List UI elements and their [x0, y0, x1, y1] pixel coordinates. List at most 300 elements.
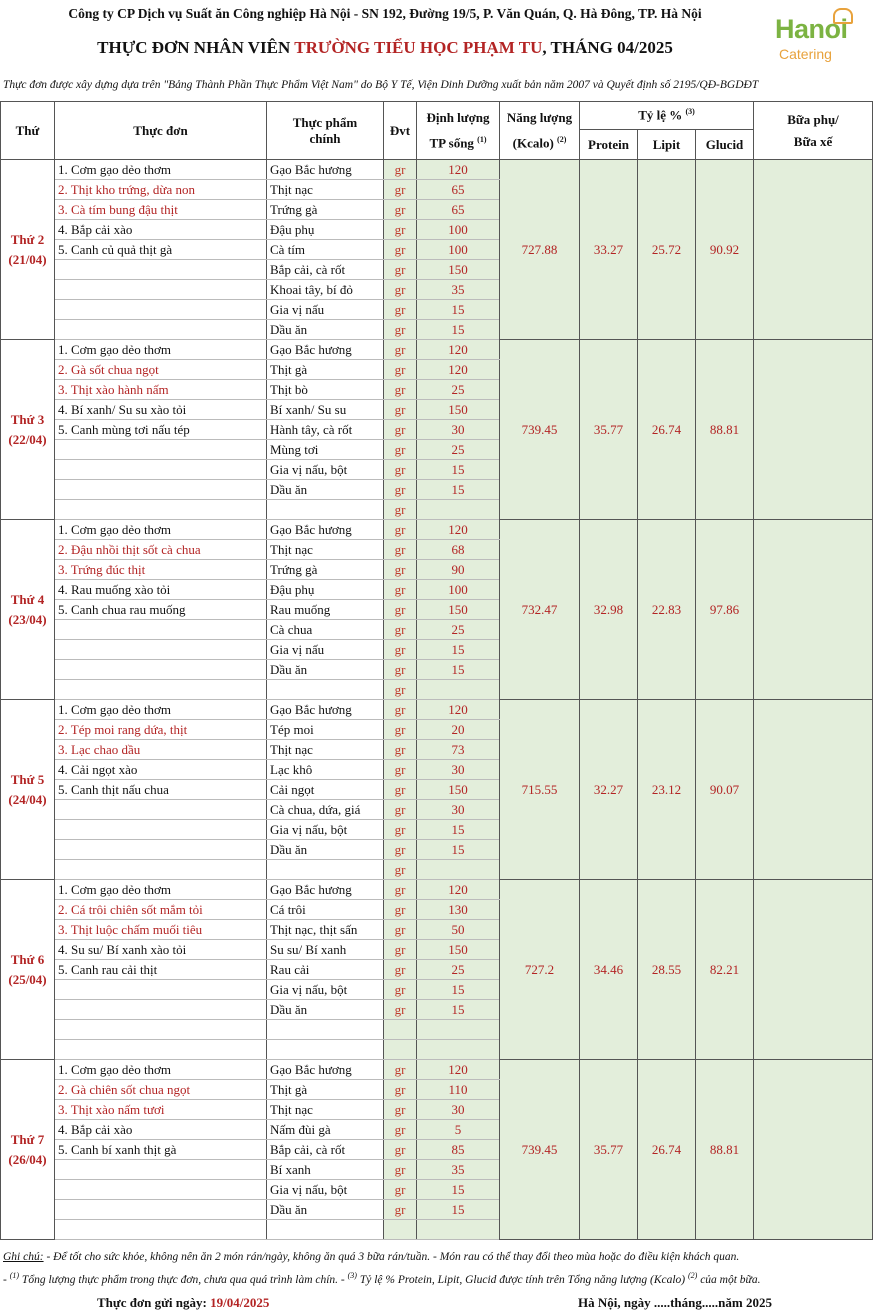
unit-cell: gr	[384, 560, 417, 580]
qty-cell: 25	[417, 960, 500, 980]
dish-cell: 3. Thịt luộc chấm muối tiêu	[55, 920, 267, 940]
unit-cell: gr	[384, 860, 417, 880]
unit-cell: gr	[384, 180, 417, 200]
food-cell: Lạc khô	[267, 760, 384, 780]
day-date: (26/04)	[8, 1151, 47, 1167]
qty-cell: 35	[417, 280, 500, 300]
dish-cell: 4. Rau muống xào tỏi	[55, 580, 267, 600]
food-cell: Dầu ăn	[267, 1200, 384, 1220]
qty-cell: 15	[417, 660, 500, 680]
food-cell: Dầu ăn	[267, 660, 384, 680]
dish-cell: 1. Cơm gạo dẻo thơm	[55, 880, 267, 900]
dish-cell: 4. Bắp cải xào	[55, 220, 267, 240]
note-text: - Để tốt cho sức khỏe, không nên ăn 2 món rán/ngày, không ăn quá 3 bữa rán/tuần. - Món rau có thể thay đổi theo mùa hoặc do điều kiện khách quan.	[43, 1251, 740, 1263]
day-date: (25/04)	[8, 971, 47, 987]
food-cell: Su su/ Bí xanh	[267, 940, 384, 960]
col-ratio	[580, 102, 754, 130]
col-lipit: Lipit	[638, 130, 696, 160]
dish-cell: 2. Gà sốt chua ngọt	[55, 360, 267, 380]
food-cell: Rau cải	[267, 960, 384, 980]
food-cell: Cá trôi	[267, 900, 384, 920]
unit-cell: gr	[384, 340, 417, 360]
food-cell: Thịt nạc	[267, 740, 384, 760]
footnote-general	[3, 1251, 739, 1263]
unit-cell: gr	[384, 820, 417, 840]
food-cell: Thịt nạc	[267, 180, 384, 200]
day-date: (23/04)	[8, 611, 47, 627]
qty-cell: 15	[417, 460, 500, 480]
dish-cell: 2. Thịt kho trứng, dừa non	[55, 180, 267, 200]
food-cell: Thịt nạc, thịt sấn	[267, 920, 384, 940]
table-row	[1, 880, 873, 900]
unit-cell	[384, 1220, 417, 1240]
dish-cell	[55, 480, 267, 500]
food-cell: Dầu ăn	[267, 1000, 384, 1020]
day-name: Thứ 5	[10, 771, 45, 787]
food-cell	[267, 1040, 384, 1060]
day-cell	[1, 700, 55, 880]
unit-cell: gr	[384, 300, 417, 320]
dish-cell: 3. Cà tím bung đậu thịt	[55, 200, 267, 220]
protein-value: 33.27	[580, 160, 638, 340]
food-cell: Gia vị nấu, bột	[267, 460, 384, 480]
col-qty	[417, 102, 500, 160]
dish-cell: 4. Cải ngọt xào	[55, 760, 267, 780]
qty-cell: 90	[417, 560, 500, 580]
day-name: Thứ 3	[10, 411, 45, 427]
qty-cell: 30	[417, 760, 500, 780]
qty-cell	[417, 680, 500, 700]
dish-cell	[55, 320, 267, 340]
day-cell	[1, 520, 55, 700]
dish-cell	[55, 660, 267, 680]
food-cell: Gạo Bắc hương	[267, 160, 384, 180]
logo-sub-text: Catering	[779, 46, 832, 62]
company-header: Công ty CP Dịch vụ Suất ăn Công nghiệp Hà Nội - SN 192, Đường 19/5, P. Văn Quán, Q. Hà Đông, TP. Hà Nội	[68, 6, 702, 21]
qty-cell: 15	[417, 320, 500, 340]
fn3-sup: (3)	[347, 1271, 357, 1280]
hanoi-catering-logo	[775, 12, 870, 72]
dish-cell: 3. Thịt xào nấm tươi	[55, 1100, 267, 1120]
qty-cell: 68	[417, 540, 500, 560]
lipit-value: 28.55	[638, 880, 696, 1060]
table-row	[1, 340, 873, 360]
unit-cell: gr	[384, 720, 417, 740]
unit-cell: gr	[384, 660, 417, 680]
food-cell: Bí xanh	[267, 1160, 384, 1180]
dish-cell	[55, 680, 267, 700]
qty-cell: 15	[417, 820, 500, 840]
col-food: Thực phẩm chính	[267, 102, 384, 160]
protein-value: 35.77	[580, 340, 638, 520]
dish-cell: 4. Bắp cải xào	[55, 1120, 267, 1140]
dish-cell	[55, 820, 267, 840]
unit-cell: gr	[384, 700, 417, 720]
dish-cell: 5. Canh thịt nấu chua	[55, 780, 267, 800]
fn2-sup: (2)	[688, 1271, 698, 1280]
protein-value: 34.46	[580, 880, 638, 1060]
food-cell: Cà tím	[267, 240, 384, 260]
note-label: Ghi chú:	[3, 1251, 44, 1263]
page-title	[0, 38, 770, 58]
qty-cell	[417, 860, 500, 880]
energy-value: 732.47	[500, 520, 580, 700]
qty-cell: 120	[417, 340, 500, 360]
unit-cell	[384, 1040, 417, 1060]
food-cell	[267, 1220, 384, 1240]
unit-cell: gr	[384, 420, 417, 440]
food-cell: Gạo Bắc hương	[267, 700, 384, 720]
sent-label: Thực đơn gửi ngày:	[97, 1295, 211, 1310]
unit-cell: gr	[384, 360, 417, 380]
dish-cell	[55, 300, 267, 320]
dish-cell: 5. Canh rau cải thịt	[55, 960, 267, 980]
glucid-value: 82.21	[696, 880, 754, 1060]
unit-cell: gr	[384, 520, 417, 540]
table-row	[1, 700, 873, 720]
day-cell	[1, 880, 55, 1060]
unit-cell: gr	[384, 640, 417, 660]
food-cell: Gia vị nấu	[267, 300, 384, 320]
dish-cell	[55, 280, 267, 300]
unit-cell: gr	[384, 620, 417, 640]
unit-cell: gr	[384, 440, 417, 460]
unit-cell: gr	[384, 980, 417, 1000]
qty-cell: 15	[417, 1200, 500, 1220]
unit-cell: gr	[384, 840, 417, 860]
dish-cell: 5. Canh bí xanh thịt gà	[55, 1140, 267, 1160]
col-qty-sup: (1)	[477, 134, 487, 144]
unit-cell: gr	[384, 880, 417, 900]
food-cell: Dầu ăn	[267, 320, 384, 340]
food-cell: Thịt nạc	[267, 1100, 384, 1120]
food-cell: Đậu phụ	[267, 580, 384, 600]
unit-cell: gr	[384, 1140, 417, 1160]
unit-cell: gr	[384, 1160, 417, 1180]
unit-cell: gr	[384, 1060, 417, 1080]
unit-cell: gr	[384, 760, 417, 780]
unit-cell: gr	[384, 680, 417, 700]
qty-cell	[417, 1020, 500, 1040]
unit-cell: gr	[384, 540, 417, 560]
dish-cell: 1. Cơm gạo dẻo thơm	[55, 520, 267, 540]
signature-date-line: Hà Nội, ngày .....tháng.....năm 2025	[578, 1295, 772, 1310]
lipit-value: 25.72	[638, 160, 696, 340]
table-row	[1, 160, 873, 180]
col-energy	[500, 102, 580, 160]
food-cell: Gạo Bắc hương	[267, 340, 384, 360]
unit-cell: gr	[384, 800, 417, 820]
qty-cell: 20	[417, 720, 500, 740]
unit-cell: gr	[384, 1120, 417, 1140]
col-protein: Protein	[580, 130, 638, 160]
qty-cell: 50	[417, 920, 500, 940]
food-cell: Tép moi	[267, 720, 384, 740]
glucid-value: 88.81	[696, 340, 754, 520]
source-note: Thực đơn được xây dựng dựa trên "Bảng Thành Phần Thực Phẩm Việt Nam" do Bộ Y Tế, Viện Dinh Dưỡng xuất bản năm 2007 và Quyết định số 2195/QĐ-BGDĐT	[3, 79, 759, 91]
food-cell: Gia vị nấu, bột	[267, 1180, 384, 1200]
dish-cell	[55, 260, 267, 280]
dish-cell	[55, 1160, 267, 1180]
qty-cell: 25	[417, 620, 500, 640]
food-cell	[267, 1020, 384, 1040]
fn1-text: Tổng lượng thực phẩm trong thực đơn, chưa qua quá trình làm chín. -	[19, 1273, 348, 1286]
dish-cell: 2. Gà chiên sốt chua ngọt	[55, 1080, 267, 1100]
table-body	[1, 160, 873, 1240]
glucid-value: 88.81	[696, 1060, 754, 1240]
unit-cell: gr	[384, 240, 417, 260]
dish-cell	[55, 1180, 267, 1200]
food-cell: Cải ngọt	[267, 780, 384, 800]
fn1-sup: (1)	[9, 1271, 20, 1280]
food-cell: Bắp cải, cà rốt	[267, 260, 384, 280]
qty-cell: 5	[417, 1120, 500, 1140]
protein-value: 32.27	[580, 700, 638, 880]
unit-cell: gr	[384, 220, 417, 240]
food-cell: Cà chua, dứa, giá	[267, 800, 384, 820]
extra-meal-cell	[754, 700, 873, 880]
col-energy-sup: (2)	[557, 134, 567, 144]
extra-meal-cell	[754, 1060, 873, 1240]
menu-table	[0, 101, 873, 1240]
col-day: Thứ	[1, 102, 55, 160]
food-cell: Nấm đùi gà	[267, 1120, 384, 1140]
unit-cell: gr	[384, 280, 417, 300]
lipit-value: 23.12	[638, 700, 696, 880]
unit-cell	[384, 1020, 417, 1040]
unit-cell: gr	[384, 480, 417, 500]
food-cell: Đậu phụ	[267, 220, 384, 240]
dish-cell: 2. Tép moi rang dứa, thịt	[55, 720, 267, 740]
food-cell	[267, 860, 384, 880]
dish-cell	[55, 1040, 267, 1060]
qty-cell: 73	[417, 740, 500, 760]
unit-cell: gr	[384, 1180, 417, 1200]
food-cell: Dầu ăn	[267, 480, 384, 500]
food-cell: Rau muống	[267, 600, 384, 620]
qty-cell: 120	[417, 880, 500, 900]
extra-meal-cell	[754, 520, 873, 700]
qty-cell: 110	[417, 1080, 500, 1100]
dish-cell: 3. Thịt xào hành nấm	[55, 380, 267, 400]
unit-cell: gr	[384, 580, 417, 600]
day-cell	[1, 160, 55, 340]
qty-cell: 25	[417, 380, 500, 400]
logo-main-text: Hanoi	[775, 14, 848, 44]
table-header	[1, 102, 873, 160]
day-date: (22/04)	[8, 431, 47, 447]
unit-cell: gr	[384, 900, 417, 920]
qty-cell: 100	[417, 240, 500, 260]
day-name: Thứ 7	[10, 1131, 45, 1147]
glucid-value: 90.07	[696, 700, 754, 880]
col-extra: Bữa phụ/ Bữa xế	[754, 102, 873, 160]
dish-cell	[55, 620, 267, 640]
col-menu: Thực đơn	[55, 102, 267, 160]
food-cell: Hành tây, cà rốt	[267, 420, 384, 440]
food-cell	[267, 500, 384, 520]
fn3-text: Tỷ lệ % Protein, Lipit, Glucid được tính trên Tổng năng lượng (Kcalo)	[356, 1273, 688, 1286]
food-cell: Khoai tây, bí đỏ	[267, 280, 384, 300]
qty-cell: 120	[417, 1060, 500, 1080]
extra-meal-cell	[754, 160, 873, 340]
day-name: Thứ 4	[10, 591, 45, 607]
day-name: Thứ 2	[10, 231, 45, 247]
food-cell: Thịt bò	[267, 380, 384, 400]
fn-prefix: -	[3, 1273, 10, 1286]
dish-cell: 1. Cơm gạo dẻo thơm	[55, 700, 267, 720]
food-cell: Trứng gà	[267, 200, 384, 220]
food-cell: Dầu ăn	[267, 840, 384, 860]
extra-meal-cell	[754, 880, 873, 1060]
dish-cell	[55, 860, 267, 880]
unit-cell: gr	[384, 320, 417, 340]
dish-cell	[55, 800, 267, 820]
protein-value: 35.77	[580, 1060, 638, 1240]
qty-cell: 65	[417, 200, 500, 220]
qty-cell: 30	[417, 800, 500, 820]
dish-cell: 4. Bí xanh/ Su su xào tỏi	[55, 400, 267, 420]
unit-cell: gr	[384, 260, 417, 280]
col-ratio-text: Tỷ lệ %	[638, 107, 683, 123]
qty-cell: 100	[417, 220, 500, 240]
qty-cell: 30	[417, 1100, 500, 1120]
unit-cell: gr	[384, 600, 417, 620]
sent-date-line	[97, 1295, 269, 1311]
qty-cell: 130	[417, 900, 500, 920]
food-cell: Thịt gà	[267, 360, 384, 380]
dish-cell: 4. Su su/ Bí xanh xào tỏi	[55, 940, 267, 960]
dish-cell: 3. Lạc chao dầu	[55, 740, 267, 760]
unit-cell: gr	[384, 780, 417, 800]
food-cell: Cà chua	[267, 620, 384, 640]
unit-cell: gr	[384, 400, 417, 420]
qty-cell: 120	[417, 520, 500, 540]
dish-cell	[55, 980, 267, 1000]
energy-value: 739.45	[500, 340, 580, 520]
food-cell: Bắp cải, cà rốt	[267, 1140, 384, 1160]
glucid-value: 90.92	[696, 160, 754, 340]
lipit-value: 22.83	[638, 520, 696, 700]
food-cell: Gạo Bắc hương	[267, 880, 384, 900]
qty-cell: 25	[417, 440, 500, 460]
title-suffix: , THÁNG 04/2025	[542, 38, 673, 57]
food-cell: Gạo Bắc hương	[267, 520, 384, 540]
unit-cell: gr	[384, 1080, 417, 1100]
dish-cell	[55, 1220, 267, 1240]
qty-cell: 120	[417, 700, 500, 720]
food-cell: Bí xanh/ Su su	[267, 400, 384, 420]
unit-cell: gr	[384, 940, 417, 960]
table-row	[1, 1060, 873, 1080]
qty-cell: 15	[417, 480, 500, 500]
sent-date: 19/04/2025	[210, 1295, 270, 1310]
food-cell: Gạo Bắc hương	[267, 1060, 384, 1080]
fn-end: của một bữa.	[697, 1273, 761, 1286]
dish-cell	[55, 640, 267, 660]
dish-cell: 2. Đậu nhồi thịt sốt cà chua	[55, 540, 267, 560]
qty-cell: 15	[417, 1180, 500, 1200]
qty-cell: 15	[417, 300, 500, 320]
footnote-legend	[3, 1271, 760, 1286]
unit-cell: gr	[384, 500, 417, 520]
food-cell: Gia vị nấu, bột	[267, 980, 384, 1000]
qty-cell	[417, 1220, 500, 1240]
dish-cell: 1. Cơm gạo dẻo thơm	[55, 340, 267, 360]
qty-cell: 15	[417, 980, 500, 1000]
qty-cell	[417, 500, 500, 520]
col-energy-text: Năng lượng (Kcalo)	[506, 109, 573, 151]
table-row	[1, 520, 873, 540]
col-ratio-sup: (3)	[685, 107, 695, 117]
dish-cell: 5. Canh chua rau muống	[55, 600, 267, 620]
dish-cell: 1. Cơm gạo dẻo thơm	[55, 1060, 267, 1080]
qty-cell: 150	[417, 260, 500, 280]
unit-cell: gr	[384, 1200, 417, 1220]
food-cell	[267, 680, 384, 700]
unit-cell: gr	[384, 920, 417, 940]
dish-cell: 5. Canh mùng tơi nấu tép	[55, 420, 267, 440]
qty-cell: 30	[417, 420, 500, 440]
unit-cell: gr	[384, 380, 417, 400]
food-cell: Trứng gà	[267, 560, 384, 580]
dish-cell	[55, 840, 267, 860]
qty-cell: 150	[417, 400, 500, 420]
col-unit: Đvt	[384, 102, 417, 160]
qty-cell: 150	[417, 780, 500, 800]
qty-cell: 85	[417, 1140, 500, 1160]
day-date: (24/04)	[8, 791, 47, 807]
qty-cell: 120	[417, 160, 500, 180]
day-date: (21/04)	[8, 251, 47, 267]
protein-value: 32.98	[580, 520, 638, 700]
dish-cell	[55, 1020, 267, 1040]
dish-cell: 3. Trứng đúc thịt	[55, 560, 267, 580]
dish-cell: 5. Canh củ quả thịt gà	[55, 240, 267, 260]
day-cell	[1, 1060, 55, 1240]
qty-cell: 150	[417, 940, 500, 960]
food-cell: Mùng tơi	[267, 440, 384, 460]
dish-cell	[55, 440, 267, 460]
qty-cell: 15	[417, 1000, 500, 1020]
unit-cell: gr	[384, 460, 417, 480]
energy-value: 727.2	[500, 880, 580, 1060]
dish-cell	[55, 460, 267, 480]
dish-cell	[55, 1000, 267, 1020]
title-school: TRƯỜNG TIỂU HỌC PHẠM TU	[294, 38, 543, 57]
dish-cell	[55, 500, 267, 520]
qty-cell: 100	[417, 580, 500, 600]
food-cell: Thịt nạc	[267, 540, 384, 560]
qty-cell: 150	[417, 600, 500, 620]
unit-cell: gr	[384, 200, 417, 220]
qty-cell: 15	[417, 840, 500, 860]
title-prefix: THỰC ĐƠN NHÂN VIÊN	[97, 38, 291, 57]
lipit-value: 26.74	[638, 340, 696, 520]
dish-cell	[55, 1200, 267, 1220]
qty-cell: 35	[417, 1160, 500, 1180]
unit-cell: gr	[384, 1100, 417, 1120]
unit-cell: gr	[384, 960, 417, 980]
unit-cell: gr	[384, 160, 417, 180]
energy-value: 727.88	[500, 160, 580, 340]
energy-value: 739.45	[500, 1060, 580, 1240]
food-cell: Thịt gà	[267, 1080, 384, 1100]
qty-cell: 65	[417, 180, 500, 200]
food-cell: Gia vị nấu	[267, 640, 384, 660]
glucid-value: 97.86	[696, 520, 754, 700]
unit-cell: gr	[384, 740, 417, 760]
